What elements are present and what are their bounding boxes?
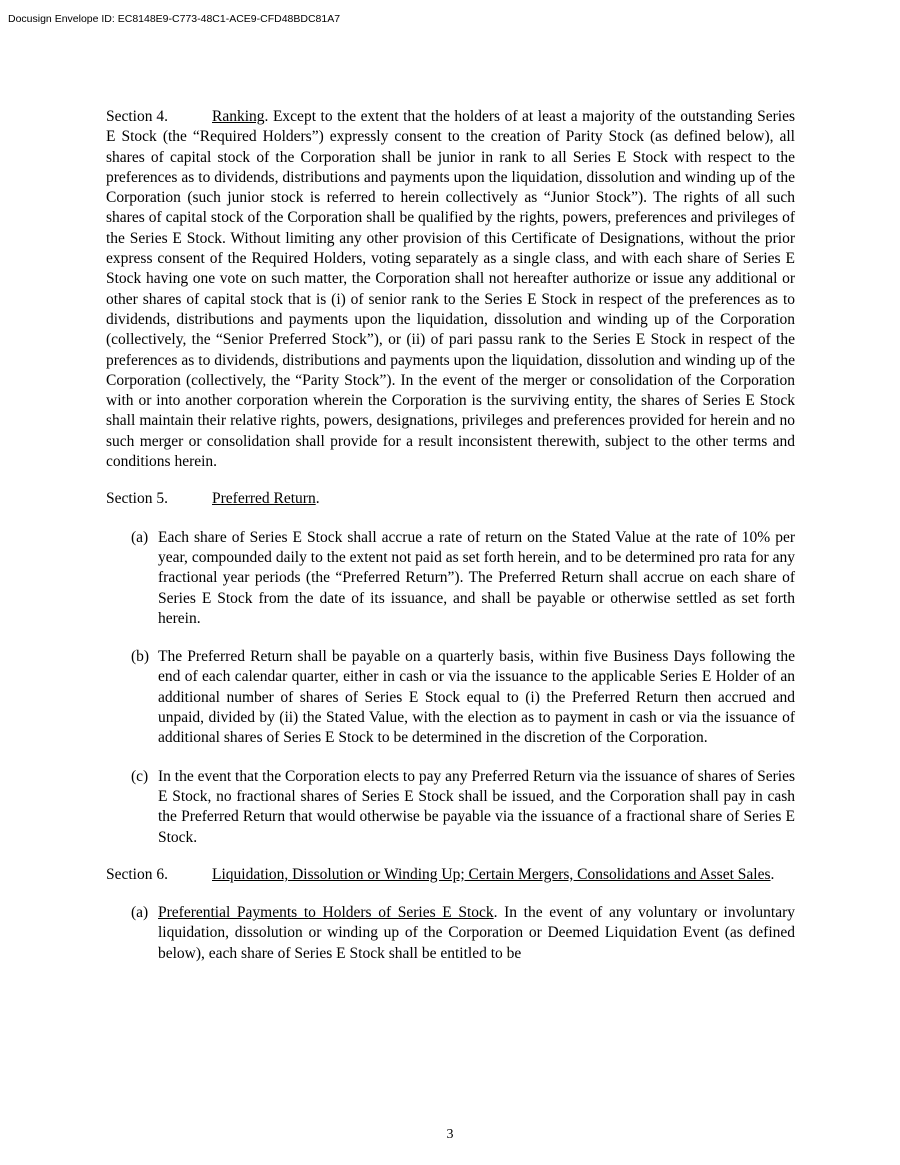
section-6-item-a xyxy=(131,903,795,964)
section-4-number: Section 4. xyxy=(106,108,168,125)
section-6-number: Section 6. xyxy=(106,865,168,883)
section-5-item-c xyxy=(131,767,796,848)
item-text: Each share of Series E Stock shall accrue a rate of return on the Stated Value at the rate of 10% per year, compounded daily to the extent not paid as set forth herein, and to be determined pro rata for any fractional year periods (the “Preferred Return”). The Preferred Return shall accrue on each share of Series E Stock from the date of its issuance, and shall be payable or otherwise settled as set forth herein. xyxy=(158,528,795,627)
section-6-heading-period: . xyxy=(770,865,775,883)
docusign-envelope-id: Docusign Envelope ID: EC8148E9-C773-48C1-ACE9-CFD48BDC81A7 xyxy=(8,13,341,25)
section-4-text: . Except to the extent that the holders of at least a majority of the outstanding Series E Stock (the “Required Holders”) expressly consent to the creation of Parity Stock (as defined below), all shares of capital stock of the Corporation shall be junior in rank to all Series E Stock with respect to the preferences as to dividends, distributions and payments upon the liquidation, dissolution and winding up of the Corporation (such junior stock is referred to herein collectively as “Junior Stock”). The rights of all such shares of capital stock of the Corporation shall be qualified by the rights, powers, preferences and privileges of the Series E Stock. Without limiting any other provision of this Certificate of Designations, without the prior express consent of the Required Holders, voting separately as a single class, and with each share of Series E Stock having one vote on such matter, the Corporation shall not hereafter authorize or issue any additional or other shares of capital stock that is (i) of senior rank to the Series E Stock in respect of the preferences as to dividends, distributions and payments upon the liquidation, dissolution and winding up of the Corporation (collectively, the “Senior Preferred Stock”), or (ii) of pari passu rank to the Series E Stock in respect of the preferences as to dividends, distributions and payments upon the liquidation, dissolution and winding up of the Corporation (collectively, the “Parity Stock”). In the event of the merger or consolidation of the Corporation with or into another corporation wherein the Corporation is the surviving entity, the shares of Series E Stock shall maintain their relative rights, powers, designations, privileges and preferences provided for herein and no such merger or consolidation shall provide for a result inconsistent therewith, subject to the other terms and conditions herein. xyxy=(106,108,795,471)
item-label: (a) xyxy=(131,528,149,546)
section-5-item-b xyxy=(131,647,795,748)
page-number: 3 xyxy=(446,1127,454,1142)
document-body xyxy=(106,107,795,964)
item-text: In the event that the Corporation elects to pay any Preferred Return via the issuance of shares of Series E Stock, no fractional shares of Series E Stock shall be issued, and the Corporation shall pay in cash the Preferred Return that would otherwise be payable via the issuance of a fractional share of Series E Stock. xyxy=(158,767,796,846)
section-4 xyxy=(106,107,795,472)
section-5-number: Section 5. xyxy=(106,490,168,508)
item-label: (b) xyxy=(131,648,150,666)
item-text: The Preferred Return shall be payable on a quarterly basis, within five Business Days following the end of each calendar quarter, either in cash or via the issuance to the applicable Series E Holder of an additional number of shares of Series E Stock equal to (i) the Preferred Return then accrued and unpaid, divided by (ii) the Stated Value, with the election as to payment in cash or via the issuance of additional shares of Series E Stock to be determined in the discretion of the Corporation. xyxy=(158,648,795,747)
item-label: (a) xyxy=(131,904,149,922)
section-6-heading: Liquidation, Dissolution or Winding Up; Certain Mergers, Consolidations and Asset Sales xyxy=(212,865,771,883)
section-5-heading-period: . xyxy=(315,490,320,508)
section-4-heading: Ranking xyxy=(212,108,265,125)
section-5-heading-line xyxy=(106,489,795,509)
section-6-heading-line xyxy=(106,865,795,885)
section-6-item-a-heading: Preferential Payments to Holders of Series E Stock xyxy=(158,904,494,922)
item-text: . In the event of any voluntary or involuntary liquidation, dissolution or winding up of the Corporation or Deemed Liquidation Event (as defined below), each share of Series E Stock shall be entitled to be xyxy=(158,904,795,962)
section-5-heading: Preferred Return xyxy=(212,490,316,508)
section-5-item-a xyxy=(131,528,795,629)
item-label: (c) xyxy=(131,767,149,785)
